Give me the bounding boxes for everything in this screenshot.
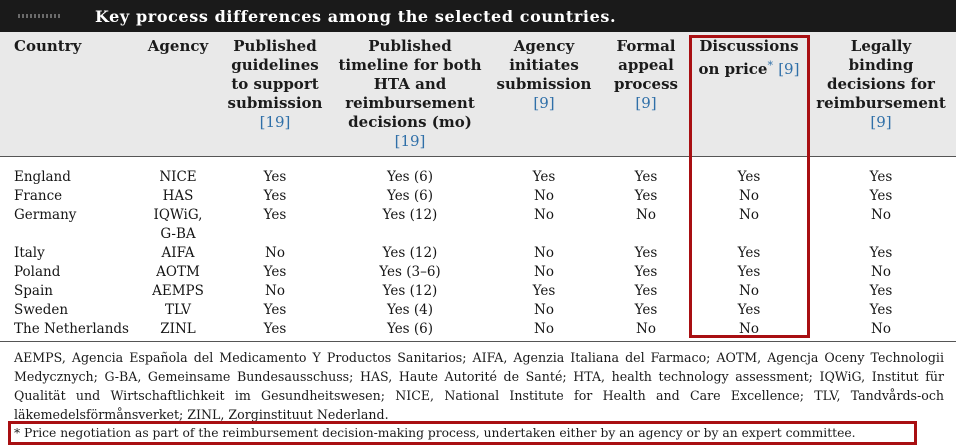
- value-cell: No: [265, 283, 285, 299]
- value-cell: Yes: [869, 245, 893, 261]
- agency-cell: TLV: [164, 302, 192, 318]
- price-note-highlight: [8, 421, 917, 445]
- value-cell: Yes (3–6): [379, 264, 441, 280]
- value-cell: Yes (12): [382, 207, 438, 223]
- value-cell: No: [871, 264, 891, 280]
- header-legally-binding: Legally binding decisions for reimbursement [9]: [816, 37, 946, 131]
- value-cell: Yes: [737, 302, 761, 318]
- value-cell: No: [534, 188, 554, 204]
- table-title: Key process differences among the selected countries.: [95, 7, 617, 26]
- asterisk-marker: *: [767, 59, 773, 72]
- header-reference[interactable]: [9]: [778, 60, 800, 78]
- header-reference[interactable]: [19]: [259, 113, 291, 131]
- country-cell: Sweden: [14, 302, 69, 318]
- agency-cell: AIFA: [161, 245, 195, 261]
- agency-cell: AOTM: [156, 264, 200, 280]
- value-cell: Yes: [634, 302, 658, 318]
- value-cell: Yes (6): [386, 321, 434, 337]
- country-cell: Spain: [14, 283, 53, 299]
- value-cell: Yes: [634, 245, 658, 261]
- header-country: Country: [14, 37, 82, 55]
- agency-cell-continued: G-BA: [160, 226, 196, 242]
- value-cell: Yes: [263, 188, 287, 204]
- country-cell: Poland: [14, 264, 61, 280]
- value-cell: No: [739, 188, 759, 204]
- value-cell: Yes: [869, 169, 893, 185]
- value-cell: Yes: [737, 169, 761, 185]
- agency-cell: ZINL: [160, 321, 196, 337]
- value-cell: Yes (6): [386, 188, 434, 204]
- value-cell: Yes: [634, 188, 658, 204]
- country-cell: France: [14, 188, 63, 204]
- value-cell: No: [534, 207, 554, 223]
- country-cell: England: [14, 169, 71, 185]
- header-reference[interactable]: [19]: [394, 132, 426, 150]
- value-cell: Yes: [869, 283, 893, 299]
- country-cell: Italy: [14, 245, 45, 261]
- header-divider: [0, 156, 956, 157]
- header-discussions-on-price: Discussions on price* [9]: [698, 37, 800, 78]
- abbreviations-footnote: AEMPS, Agencia Española del Medicamento Y Productos Sanitarios; AIFA, Agenzia Italiana del Farmaco; AOTM, Agencja Oceny Technologii Medycznych; G-BA, Gemeinsame Bundesausschuss; HAS, Haute Autorité de Santé; HTA, health technology assessment; IQWiG, Institut für Qualität und Wirtschaftlichkeit im Gesundheitswesen; NICE, National Institute for Health and Care Excellence; TLV, Tandvårds-och läkemedelsförmånsverket; ZINL, Zorginstituut Nederland.: [14, 350, 944, 422]
- value-cell: Yes: [634, 169, 658, 185]
- value-cell: Yes: [869, 188, 893, 204]
- value-cell: Yes (6): [386, 169, 434, 185]
- body-divider: [0, 341, 956, 342]
- agency-cell: AEMPS: [152, 283, 204, 299]
- value-cell: Yes: [263, 264, 287, 280]
- value-cell: Yes: [634, 283, 658, 299]
- value-cell: No: [636, 321, 656, 337]
- agency-cell: IQWiG,: [153, 207, 203, 223]
- agency-cell: NICE: [159, 169, 197, 185]
- header-agency: Agency: [147, 37, 209, 55]
- value-cell: Yes (12): [382, 245, 438, 261]
- value-cell: Yes: [634, 264, 658, 280]
- value-cell: Yes: [737, 245, 761, 261]
- header-reference[interactable]: [9]: [533, 94, 555, 112]
- country-cell: The Netherlands: [14, 321, 129, 337]
- value-cell: Yes: [869, 302, 893, 318]
- value-cell: No: [739, 321, 759, 337]
- discussions-column-highlight: [689, 35, 810, 338]
- value-cell: No: [534, 321, 554, 337]
- header-reference[interactable]: [9]: [870, 113, 892, 131]
- value-cell: Yes: [263, 207, 287, 223]
- header-agency-initiates: Agency initiates submission [9]: [494, 37, 594, 113]
- value-cell: Yes: [263, 169, 287, 185]
- agency-cell: HAS: [162, 188, 194, 204]
- header-published-guidelines: Published guidelines to support submission [19]: [222, 37, 328, 132]
- value-cell: No: [739, 283, 759, 299]
- header-published-timeline: Published timeline for both HTA and reimbursement decisions (mo) [19]: [336, 37, 484, 151]
- value-cell: Yes (4): [386, 302, 434, 318]
- country-cell: Germany: [14, 207, 77, 223]
- value-cell: No: [265, 245, 285, 261]
- value-cell: Yes: [737, 264, 761, 280]
- value-cell: Yes: [532, 169, 556, 185]
- price-negotiation-note: * Price negotiation as part of the reimbursement decision-making process, undertaken either by an agency or by an expert committee.: [14, 426, 856, 440]
- value-cell: No: [534, 302, 554, 318]
- value-cell: No: [739, 207, 759, 223]
- value-cell: Yes: [263, 302, 287, 318]
- value-cell: No: [871, 207, 891, 223]
- value-cell: No: [534, 245, 554, 261]
- title-decoration: [18, 14, 60, 18]
- value-cell: No: [534, 264, 554, 280]
- value-cell: Yes: [532, 283, 556, 299]
- header-formal-appeal: Formal appeal process [9]: [606, 37, 686, 113]
- value-cell: No: [636, 207, 656, 223]
- header-reference[interactable]: [9]: [635, 94, 657, 112]
- value-cell: Yes: [263, 321, 287, 337]
- table-title-bar: [0, 0, 956, 32]
- value-cell: No: [871, 321, 891, 337]
- value-cell: Yes (12): [382, 283, 438, 299]
